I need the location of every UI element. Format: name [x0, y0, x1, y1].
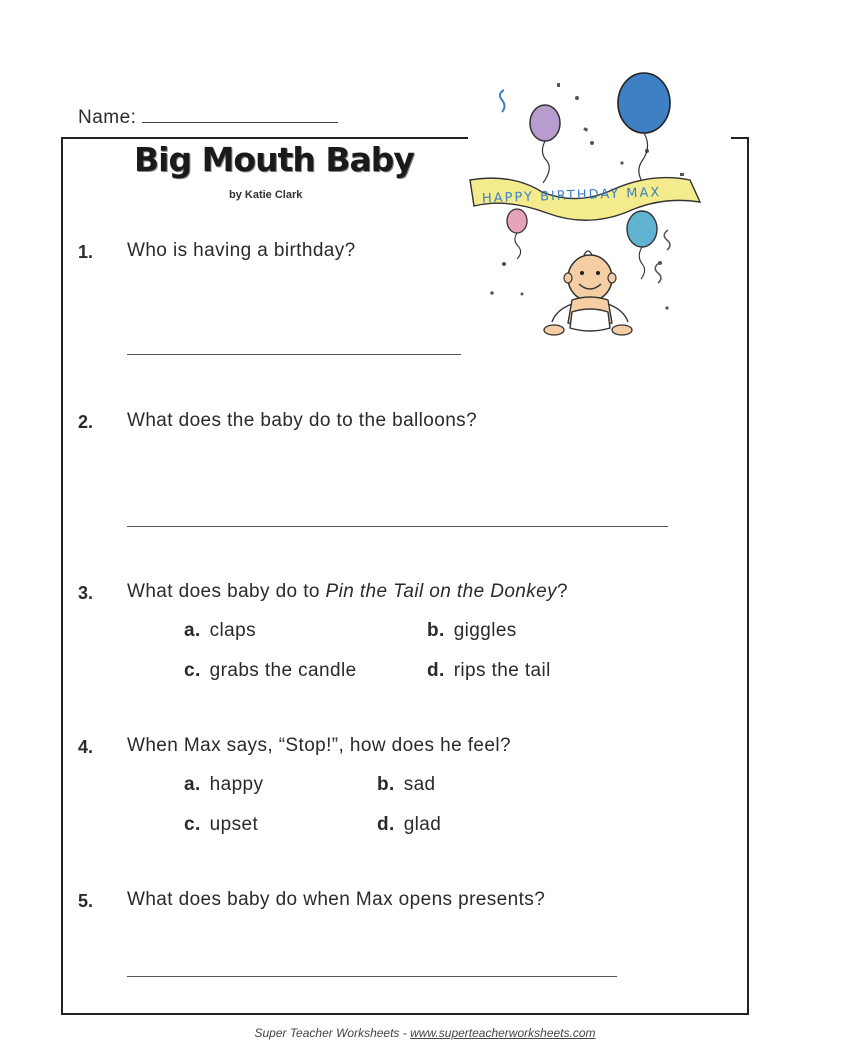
- option-letter: a.: [184, 620, 201, 641]
- frame-border-right: [747, 137, 749, 1015]
- question-4-option-c[interactable]: [184, 814, 258, 836]
- option-text: sad: [403, 774, 436, 795]
- footer-url-link[interactable]: www.superteacherworksheets.com: [410, 1026, 596, 1040]
- question-1-text: Who is having a birthday?: [127, 240, 356, 261]
- option-letter: d.: [377, 814, 395, 835]
- option-letter: c.: [184, 814, 201, 835]
- question-5-answer-line[interactable]: [127, 976, 617, 978]
- option-text: giggles: [453, 620, 517, 641]
- baby-figure: [544, 251, 632, 335]
- question-3-number: 3.: [78, 583, 94, 603]
- banner-text: HAPPY BIRTHDAY MAX: [481, 185, 662, 207]
- birthday-banner: [470, 178, 700, 221]
- frame-border-bottom: [61, 1013, 749, 1015]
- option-text: upset: [209, 814, 259, 835]
- option-text: claps: [209, 620, 257, 641]
- question-4-number: 4.: [78, 737, 94, 757]
- option-text: happy: [209, 774, 264, 795]
- footer-site-name: Super Teacher Worksheets -: [254, 1026, 411, 1040]
- question-3-option-c[interactable]: [184, 660, 357, 682]
- teal-balloon: [627, 211, 657, 279]
- question-1-answer-line[interactable]: [127, 354, 461, 356]
- worksheet-title: Big Mouth Baby: [134, 140, 414, 179]
- purple-balloon: [530, 105, 560, 183]
- frame-border-left: [61, 137, 63, 1015]
- question-1-number: 1.: [78, 242, 94, 262]
- option-letter: d.: [427, 660, 445, 681]
- option-letter: c.: [184, 660, 201, 681]
- streamer-squiggle: [500, 90, 505, 112]
- question-5-number: 5.: [78, 891, 94, 911]
- question-2-number: 2.: [78, 412, 94, 432]
- question-4-option-b[interactable]: [377, 774, 436, 796]
- question-3-option-b[interactable]: [427, 620, 517, 642]
- option-text: grabs the candle: [209, 660, 357, 681]
- frame-border-top: [61, 137, 468, 139]
- option-text: glad: [403, 814, 442, 835]
- birthday-baby-illustration: [462, 68, 724, 344]
- option-letter: b.: [427, 620, 445, 641]
- question-3-text: [127, 581, 568, 603]
- question-4-option-a[interactable]: [184, 774, 263, 796]
- option-text: rips the tail: [453, 660, 551, 681]
- footer: [0, 1026, 850, 1040]
- name-label: Name:: [78, 107, 137, 128]
- option-letter: a.: [184, 774, 201, 795]
- name-blank[interactable]: [142, 104, 338, 123]
- question-3-text-start: What does baby do to: [127, 581, 326, 602]
- option-letter: b.: [377, 774, 395, 795]
- name-field[interactable]: [78, 104, 338, 129]
- question-4-text: When Max says, “Stop!”, how does he feel?: [127, 735, 511, 756]
- author-byline: by Katie Clark: [229, 189, 303, 201]
- pink-balloon: [507, 209, 527, 259]
- question-5-text: What does baby do when Max opens presents?: [127, 889, 546, 910]
- question-3-option-a[interactable]: [184, 620, 256, 642]
- blue-balloon: [618, 73, 670, 187]
- question-3-option-d[interactable]: [427, 660, 551, 682]
- question-3-text-italic: Pin the Tail on the Donkey: [325, 581, 558, 602]
- question-2-text: What does the baby do to the balloons?: [127, 410, 478, 431]
- question-3-text-end: ?: [557, 581, 569, 602]
- question-4-option-d[interactable]: [377, 814, 441, 836]
- question-2-answer-line[interactable]: [127, 526, 668, 528]
